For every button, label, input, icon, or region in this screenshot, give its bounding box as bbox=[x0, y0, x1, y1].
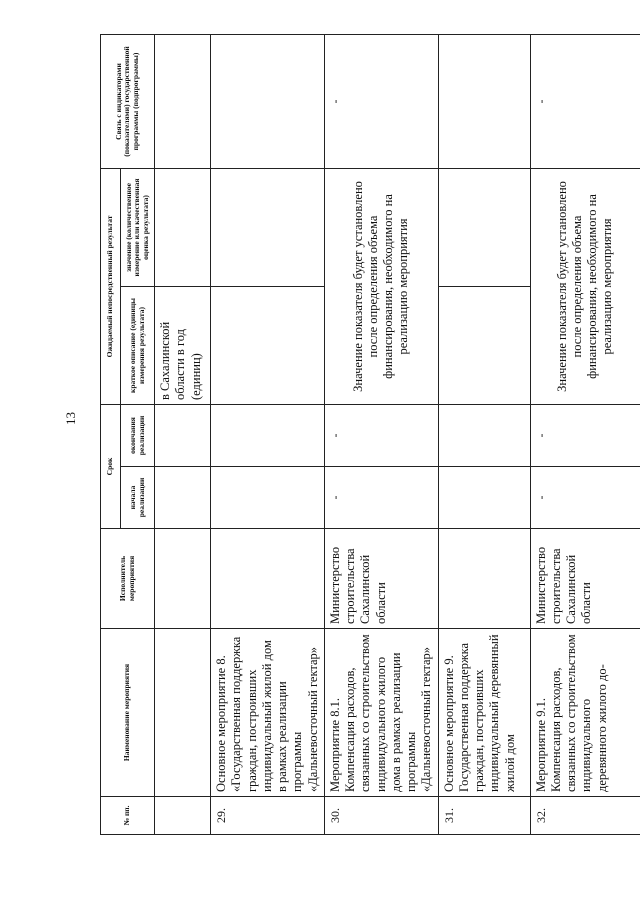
cell-empty bbox=[155, 34, 211, 168]
table-row bbox=[324, 34, 438, 834]
cell-result-merged: Значение показателя будет установлено после определения объема финансирования, необходимого на реализацию мероприятия bbox=[324, 168, 438, 404]
header-term-start: начала реализации bbox=[121, 467, 155, 529]
header-name: Наименование мероприятия bbox=[101, 629, 155, 797]
cell-name: Основное мероприятие 9. Государственная поддержка граждан, построивших индивидуальный деревянный жилой дом bbox=[438, 629, 530, 797]
cell-empty bbox=[155, 404, 211, 466]
table-row bbox=[211, 34, 325, 834]
header-link: Связь с индикаторами (показателями) государственной программы (подпрограммы) bbox=[101, 34, 155, 168]
cell-executor bbox=[211, 529, 325, 629]
header-num: № пп. bbox=[101, 797, 155, 835]
cell-name: Мероприятие 8.1. Компенсация расходов, связанных со строительством индивидуального жилого дома в рамках реализации программы «Дальневосточный гектар» bbox=[324, 629, 438, 797]
cell-end bbox=[211, 404, 325, 466]
cell-result-value bbox=[211, 168, 325, 286]
table-row bbox=[438, 34, 530, 834]
cell-start bbox=[211, 467, 325, 529]
cell-start bbox=[438, 467, 530, 529]
header-term: Срок bbox=[101, 404, 121, 528]
cell-name: Основное мероприятие 8. «Государственная поддержка граждан, построивших индивидуальный жилой дом в рамках реализации программы «Дальневосточный гектар» bbox=[211, 629, 325, 797]
cell-executor: Министерство строительства Сахалинской области bbox=[530, 529, 640, 629]
measures-table bbox=[100, 34, 640, 835]
cell-num: 30. bbox=[324, 797, 438, 835]
cell-result-desc bbox=[438, 286, 530, 404]
header-term-end: окончания реализации bbox=[121, 404, 155, 466]
cell-num: 31. bbox=[438, 797, 530, 835]
cell-end bbox=[438, 404, 530, 466]
cell-link: - bbox=[324, 34, 438, 168]
cell-link bbox=[438, 34, 530, 168]
cell-result-desc: в Сахалинской области в год (единиц) bbox=[155, 286, 211, 404]
header-executor: Исполнитель мероприятия bbox=[101, 529, 155, 629]
cell-result-value bbox=[438, 168, 530, 286]
cell-result-merged: Значение показателя будет установлено после определения объема финансирования, необходимого на реализацию мероприятия bbox=[530, 168, 640, 404]
cell-empty bbox=[155, 529, 211, 629]
table-row bbox=[530, 34, 640, 834]
cell-empty bbox=[155, 168, 211, 286]
cell-empty bbox=[155, 797, 211, 835]
cell-start: - bbox=[324, 467, 438, 529]
cell-empty bbox=[155, 629, 211, 797]
cell-result-desc bbox=[211, 286, 325, 404]
header-result-value: значение (количественное измерение или качественная оценка результата) bbox=[121, 168, 155, 286]
cell-end: - bbox=[530, 404, 640, 466]
cell-num: 29. bbox=[211, 797, 325, 835]
cell-name: Мероприятие 9.1. Компенсация расходов, связанных со строительством индивидуального деревянного жилого до- bbox=[530, 629, 640, 797]
cell-start: - bbox=[530, 467, 640, 529]
cell-end: - bbox=[324, 404, 438, 466]
cell-executor bbox=[438, 529, 530, 629]
header-result: Ожидаемый непосредственный результат bbox=[101, 168, 121, 404]
page-number: 13 bbox=[63, 412, 78, 425]
cell-link: - bbox=[530, 34, 640, 168]
cell-num: 32. bbox=[530, 797, 640, 835]
cell-executor: Министерство строительства Сахалинской области bbox=[324, 529, 438, 629]
table-row-continued bbox=[155, 34, 211, 834]
cell-empty bbox=[155, 467, 211, 529]
cell-link bbox=[211, 34, 325, 168]
header-result-desc: краткое описание (единицы измерения результата) bbox=[121, 286, 155, 404]
rotated-table-wrapper bbox=[100, 35, 630, 835]
